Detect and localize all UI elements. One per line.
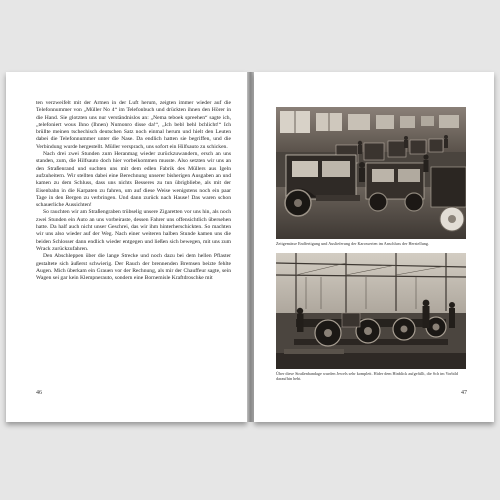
photo-caption: Zeitgemässe Endfertigung und Auslieferung der Karosserien im Anschluss der Herstellung. xyxy=(276,241,430,246)
body-text xyxy=(36,100,231,282)
assembly-photo xyxy=(276,253,466,369)
paragraph: ten verzweifelt mit der Armen in der Luft herum, zeigten immer wieder auf die Telefonnummer von „Müller No 4“ im Telefonbuch und drückten ihnen den Hörer in die Hand. Sie glotzten uns nur verständnislos an: „Nema teboek spreehen“ sagte ich, „telefoniert wous Ihno (Ihnen) Numonro disse da!“, „Ich bebl behl bchlicht!“ Ich brüllte meinen tschechisch deutschen Satz noch einmal herum und hielt den Leuten dabei die Telefonnummer unter die Nase. Da endlich hatten sie begriffen, und die Verbindung wurde hergestellt. Müller versprach, uns sofort ein Hilfsauto zu schicken. xyxy=(36,100,231,150)
workshop-photo xyxy=(276,107,466,239)
paragraph: Nach drei zwei Stunden zum Heranmag wieder zurückzuwandern, ersch an uns standen, zum, die Hilfsauto doch hier vorbeikommen musste. Also setzten wir uns an den Straßenrand und suchten uns mit dem edlen Fabrik des Müllers aus Igeln aufzuheitern. Wir stellten dabei eine Berechnung unserer bisherigen Ausgaben an und kamen zu dem Schluss, dass uns nichts Besseres zu tun übrigbliebe, als mit der Eisenbahn in die Karpaten zu fahren, um auf diese Weise wenigstens noch ein paar Tage in den Bergen zu verbringen. Und dann zurück nach Hause! Das waren schon schauerliche Aussichten! xyxy=(36,151,231,209)
right-page xyxy=(254,72,494,422)
paragraph: Den Abschleppen über die lange Strecke und noch dazu bei dem hellen Pflaster gestaltete sich äußerst schwierig. Der Rauch der brennenden Bremsen beizte fehlte Augen. Mich überkam ein Grauen vor der Rechnung, als mir der Chauffeur sagte, sein Wagen sei gar kein Klempnerauto, sondern eine Bornemisle Kraftdroschke mit xyxy=(36,253,231,282)
paragraph: So rauchten wir am Straßengraben trübselig unsere Zigaretten vor uns hin, als noch zwei Stunden ein Auto an uns vorbeiraste, dessen Fahrer uns offensichtlich übersehen hatte. Da half auch nicht unser Geschrei, das wir ihm hinterherschickten. So machten wir uns also wieder auf der Weg. Nach einer weiteren halben Stunde kamen uns die beiden Schlosser dann endlich wieder entgegen und ließen sich bewegen, mit uns zum Wrack zurückzufahren. xyxy=(36,209,231,252)
photo-caption: Über diese Straßenbandage wurden Jewels sehr komplett. Hider dem Hinblick aufgefüllt, die Sch im Vorbild daraufhin hebt. xyxy=(276,371,458,382)
left-page xyxy=(6,72,247,422)
book-gutter xyxy=(247,72,254,422)
page-number: 47 xyxy=(461,390,467,396)
page-number: 46 xyxy=(36,390,42,396)
